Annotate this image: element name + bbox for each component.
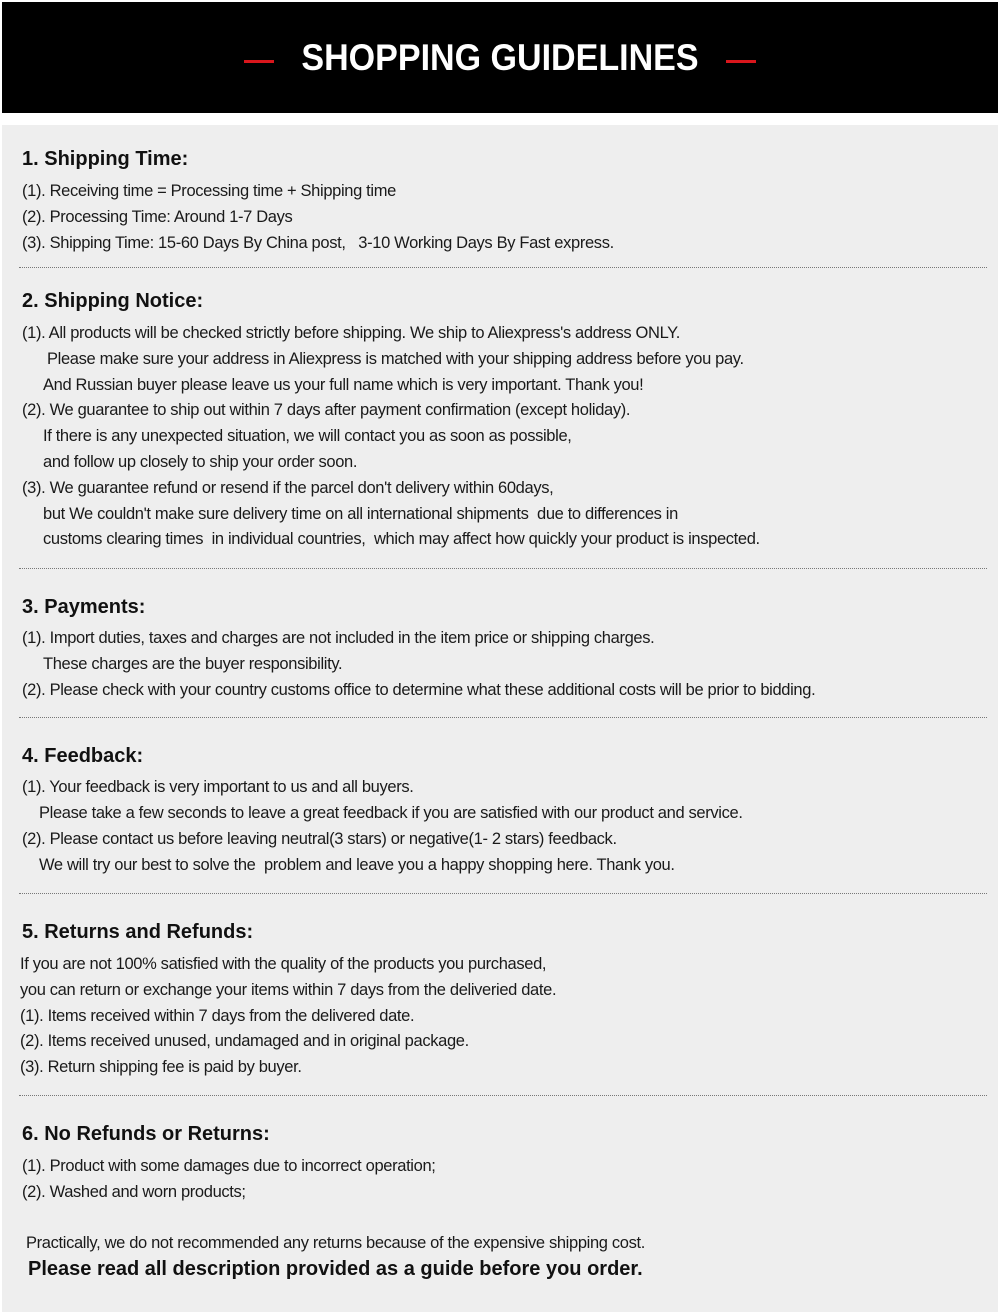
- section-line: (2). Processing Time: Around 1-7 Days: [22, 208, 293, 226]
- section-line: Please make sure your address in Aliexpress is matched with your shipping address before you pay.: [47, 350, 744, 368]
- section-divider: [19, 568, 987, 569]
- section-title: 6. No Refunds or Returns:: [22, 1123, 270, 1145]
- closing-emphasis: Please read all description provided as a guide before you order.: [28, 1258, 643, 1280]
- section-line: customs clearing times in individual countries, which may affect how quickly your product is inspected.: [43, 530, 760, 548]
- section-line: If you are not 100% satisfied with the quality of the products you purchased,: [20, 955, 547, 973]
- section-divider: [19, 267, 987, 268]
- section-line: (2). Washed and worn products;: [22, 1183, 246, 1201]
- closing-note: Practically, we do not recommended any returns because of the expensive shipping cost.: [26, 1234, 645, 1252]
- header-banner: [2, 2, 998, 113]
- section-line: (1). Receiving time = Processing time + Shipping time: [22, 182, 396, 200]
- section-line: (3). Return shipping fee is paid by buyer.: [20, 1058, 302, 1076]
- section-title: 3. Payments:: [22, 596, 146, 618]
- section-line: (3). We guarantee refund or resend if the parcel don't delivery within 60days,: [22, 479, 554, 497]
- section-line: but We couldn't make sure delivery time on all international shipments due to differences in: [43, 505, 678, 523]
- section-line: Please take a few seconds to leave a great feedback if you are satisfied with our product and service.: [39, 804, 743, 822]
- section-line: (1). Your feedback is very important to us and all buyers.: [22, 778, 414, 796]
- section-line: These charges are the buyer responsibility.: [43, 655, 343, 673]
- section-line: (2). Items received unused, undamaged and in original package.: [20, 1032, 469, 1050]
- section-title: 2. Shipping Notice:: [22, 290, 204, 312]
- section-title: 5. Returns and Refunds:: [22, 921, 254, 943]
- section-line: (1). Import duties, taxes and charges are not included in the item price or shipping charges.: [22, 629, 655, 647]
- section-line: (1). Items received within 7 days from the delivered date.: [20, 1007, 415, 1025]
- section-line: (1). All products will be checked strictly before shipping. We ship to Aliexpress's address ONLY.: [22, 324, 680, 342]
- red-dash-right-decoration: [726, 60, 756, 63]
- section-line: and follow up closely to ship your order soon.: [43, 453, 358, 471]
- section-title: 1. Shipping Time:: [22, 148, 189, 170]
- section-divider: [19, 717, 987, 718]
- section-divider: [19, 893, 987, 894]
- section-line: (2). Please check with your country customs office to determine what these additional costs will be prior to bidding.: [22, 681, 816, 699]
- section-line: And Russian buyer please leave us your full name which is very important. Thank you!: [43, 376, 644, 394]
- guidelines-panel: [2, 125, 998, 1312]
- section-line: (3). Shipping Time: 15-60 Days By China post, 3-10 Working Days By Fast express.: [22, 234, 614, 252]
- section-title: 4. Feedback:: [22, 745, 144, 767]
- section-line: (2). We guarantee to ship out within 7 days after payment confirmation (except holiday).: [22, 401, 631, 419]
- section-line: If there is any unexpected situation, we will contact you as soon as possible,: [43, 427, 572, 445]
- section-line: (2). Please contact us before leaving neutral(3 stars) or negative(1- 2 stars) feedback.: [22, 830, 617, 848]
- section-divider: [19, 1095, 987, 1096]
- section-line: We will try our best to solve the problem and leave you a happy shopping here. Thank you.: [39, 856, 675, 874]
- section-line: you can return or exchange your items within 7 days from the deliveried date.: [20, 981, 557, 999]
- page-title: SHOPPING GUIDELINES: [301, 37, 699, 78]
- section-line: (1). Product with some damages due to incorrect operation;: [22, 1157, 436, 1175]
